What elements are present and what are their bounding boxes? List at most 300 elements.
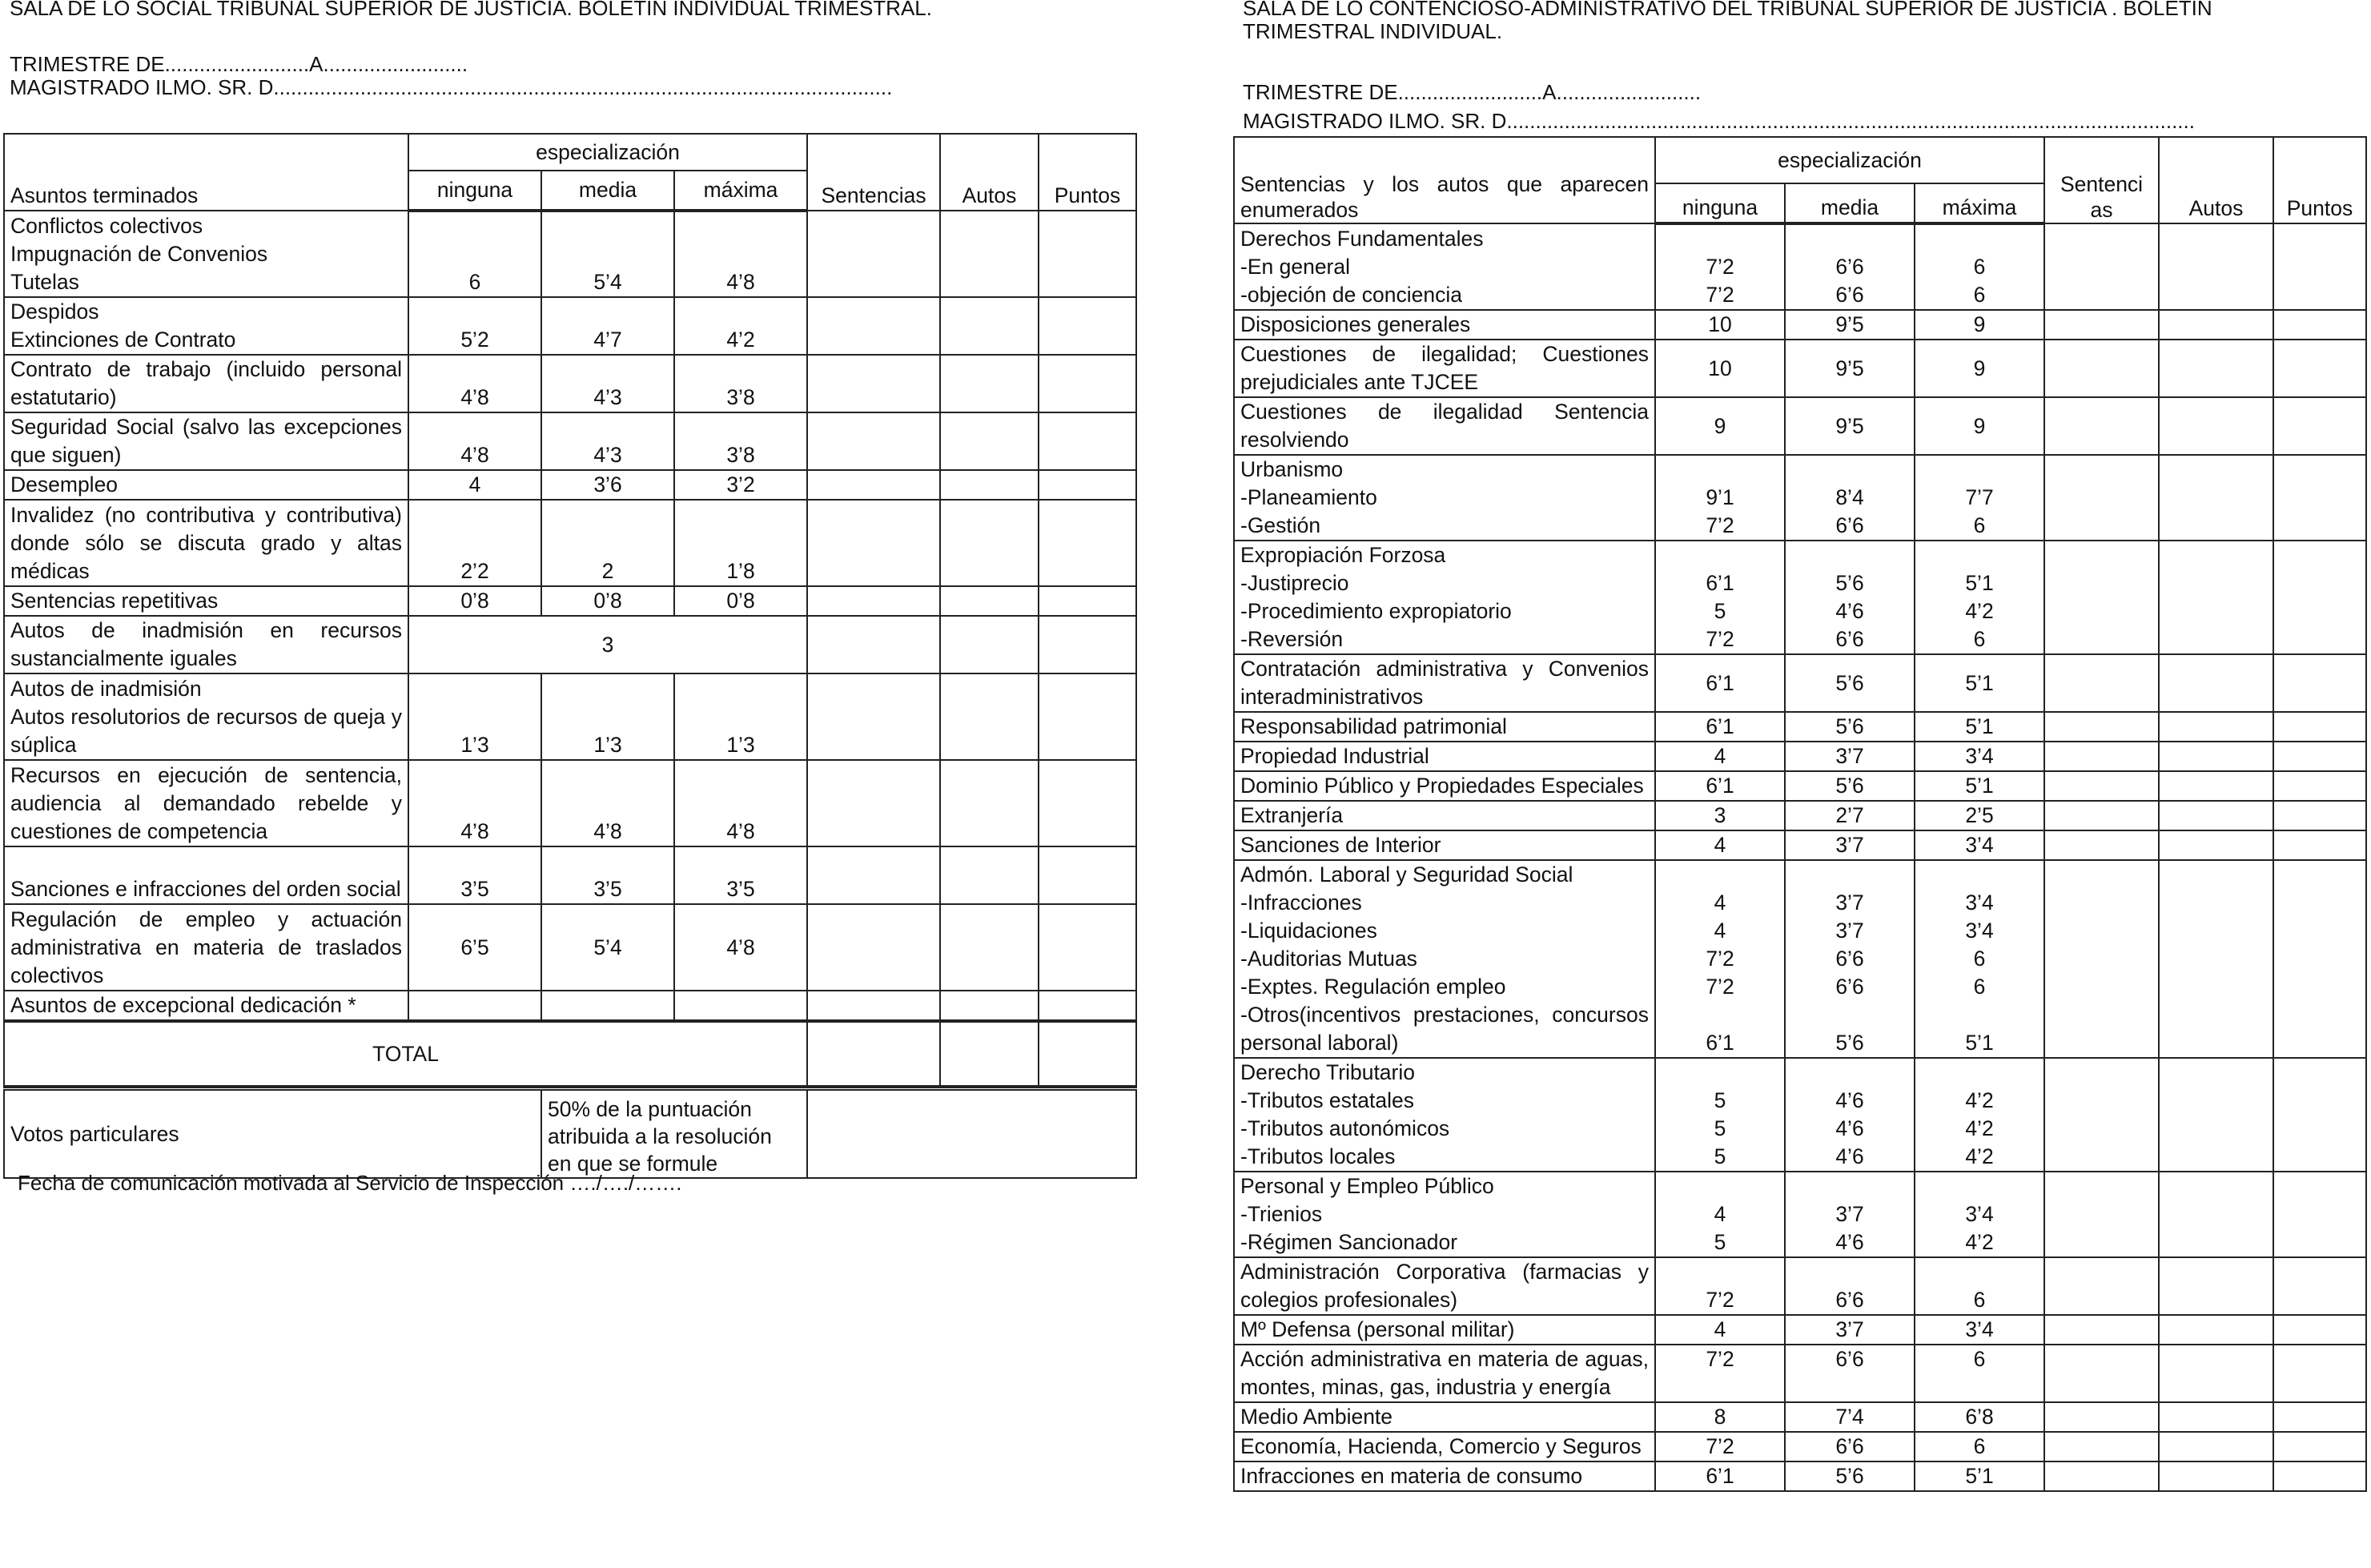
table-row <box>1234 397 2366 455</box>
materia-label-line: Propiedad Industrial <box>1240 744 1429 768</box>
puntos-cell[interactable] <box>1039 846 1136 904</box>
maxima-points <box>1915 223 2044 310</box>
autos-cell[interactable] <box>2159 1058 2273 1172</box>
ninguna-value: 9’1 <box>1706 485 1734 509</box>
ninguna-value: 9 <box>1714 413 1726 438</box>
puntos-cell[interactable] <box>2273 712 2366 742</box>
maxima-points <box>1915 455 2044 541</box>
maxima-points: 1’8 <box>674 500 807 586</box>
autos-cell[interactable] <box>940 760 1039 846</box>
autos-cell[interactable] <box>940 297 1039 355</box>
maxima-points <box>1915 397 2044 455</box>
puntos-cell[interactable] <box>1039 500 1136 586</box>
media-points: 3’6 <box>541 470 674 500</box>
maxima-value: 2’5 <box>1965 803 1994 827</box>
ninguna-value <box>1662 1172 1778 1200</box>
autos-cell[interactable] <box>940 470 1039 500</box>
maxima-value: 5’1 <box>1965 714 1994 738</box>
media-value: 6’6 <box>1835 1288 1864 1312</box>
table-row <box>1234 1257 2366 1315</box>
maxima-points <box>1915 712 2044 742</box>
ninguna-points <box>1655 455 1785 541</box>
autos-cell[interactable] <box>940 673 1039 760</box>
trimestre-line: TRIMESTRE DE.........................A......................... <box>1243 80 1702 104</box>
materia-label <box>1234 1345 1655 1402</box>
media-points <box>1785 1402 1915 1432</box>
maxima-value: 4’2 <box>1965 1116 1994 1140</box>
puntos-cell[interactable] <box>2273 654 2366 712</box>
autos-cell[interactable] <box>940 412 1039 470</box>
sentencias-cell[interactable] <box>2044 654 2159 712</box>
media-points: 5’4 <box>541 211 674 297</box>
puntos-cell[interactable] <box>1039 355 1136 412</box>
ninguna-points <box>1655 742 1785 771</box>
sentencias-cell[interactable] <box>2044 541 2159 654</box>
media-points <box>1785 1257 1915 1315</box>
header-maxima: máxima <box>674 171 807 211</box>
sentencias-cell[interactable] <box>807 586 940 616</box>
puntos-cell[interactable] <box>2273 1172 2366 1257</box>
maxima-value: 5’1 <box>1965 1031 1994 1055</box>
materia-label-line: Contratación administrativa y Convenios interadministrativos <box>1240 657 1649 709</box>
media-points <box>541 991 674 1021</box>
puntos-cell[interactable] <box>1039 211 1136 297</box>
puntos-cell[interactable] <box>1039 412 1136 470</box>
sentencias-cell[interactable] <box>807 991 940 1021</box>
table-row <box>4 500 1136 586</box>
maxima-value: 5’1 <box>1965 670 1994 695</box>
puntos-cell[interactable] <box>1039 760 1136 846</box>
contencioso-bulletin-title-cont: TRIMESTRAL INDIVIDUAL. <box>1243 19 1503 43</box>
autos-cell[interactable] <box>940 586 1039 616</box>
autos-cell[interactable] <box>940 904 1039 991</box>
maxima-points <box>1915 801 2044 830</box>
media-value: 3’7 <box>1835 1202 1864 1226</box>
autos-cell[interactable] <box>2159 771 2273 801</box>
autos-cell[interactable] <box>2159 455 2273 541</box>
ninguna-value: 6’1 <box>1706 1464 1734 1488</box>
total-row <box>4 1021 1136 1087</box>
ninguna-value: 5 <box>1714 599 1726 623</box>
maxima-value: 6 <box>1973 513 1986 537</box>
puntos-cell[interactable] <box>2273 830 2366 860</box>
maxima-points <box>674 991 807 1021</box>
maxima-value <box>1921 861 2038 889</box>
table-row <box>1234 830 2366 860</box>
sentencias-cell[interactable] <box>2044 340 2159 397</box>
media-points <box>1785 223 1915 310</box>
asunto-label-line: Extinciones de Contrato <box>10 328 236 352</box>
ninguna-points: 4’8 <box>408 760 541 846</box>
table-row <box>4 846 1136 904</box>
maxima-points <box>1915 742 2044 771</box>
asunto-label <box>4 500 408 586</box>
magistrado-line: MAGISTRADO ILMO. SR. D....................................................................................................................... <box>1243 109 2195 133</box>
ninguna-points <box>1655 654 1785 712</box>
materia-label <box>1234 742 1655 771</box>
maxima-value: 6 <box>1973 283 1986 307</box>
total-sentencias-cell[interactable] <box>807 1021 940 1087</box>
media-points <box>1785 455 1915 541</box>
ninguna-value: 4 <box>1714 1317 1726 1341</box>
autos-cell[interactable] <box>2159 1315 2273 1345</box>
ninguna-value: 4 <box>1714 744 1726 768</box>
puntos-cell[interactable] <box>2273 801 2366 830</box>
autos-cell[interactable] <box>940 991 1039 1021</box>
puntos-cell[interactable] <box>2273 1461 2366 1491</box>
autos-cell[interactable] <box>2159 1461 2273 1491</box>
sentencias-cell[interactable] <box>2044 742 2159 771</box>
sentencias-cell[interactable] <box>807 500 940 586</box>
asunto-label <box>4 673 408 760</box>
autos-cell[interactable] <box>2159 1432 2273 1461</box>
materia-label <box>1234 830 1655 860</box>
ninguna-value: 6’1 <box>1706 1031 1734 1055</box>
table-row <box>1234 801 2366 830</box>
ninguna-points <box>1655 771 1785 801</box>
header-media: media <box>1785 183 1915 223</box>
ninguna-value: 6’1 <box>1706 670 1734 695</box>
media-points <box>1785 541 1915 654</box>
puntos-cell[interactable] <box>2273 860 2366 1058</box>
puntos-cell[interactable] <box>2273 1315 2366 1345</box>
materia-label-line: Administración Corporativa (farmacias y colegios profesionales) <box>1240 1260 1649 1312</box>
maxima-value: 3’4 <box>1965 1317 1994 1341</box>
autos-cell[interactable] <box>2159 397 2273 455</box>
maxima-points <box>1915 830 2044 860</box>
autos-cell[interactable] <box>2159 223 2273 310</box>
ninguna-value: 5 <box>1714 1088 1726 1112</box>
contencioso-bulletin-title: SALA DE LO CONTENCIOSO-ADMINISTRATIVO DEL TRIBUNAL SUPERIOR DE JUSTICIA . BOLETIN <box>1243 0 2212 20</box>
sentencias-cell[interactable] <box>2044 223 2159 310</box>
sentencias-cell[interactable] <box>2044 397 2159 455</box>
puntos-cell[interactable] <box>2273 1402 2366 1432</box>
puntos-cell[interactable] <box>2273 1058 2366 1172</box>
media-value: 4’6 <box>1835 599 1864 623</box>
total-autos-cell[interactable] <box>940 1021 1039 1087</box>
sentencias-cell[interactable] <box>807 904 940 991</box>
maxima-points: 3’8 <box>674 412 807 470</box>
autos-cell[interactable] <box>2159 712 2273 742</box>
asunto-label <box>4 355 408 412</box>
ninguna-points: 5’2 <box>408 297 541 355</box>
materia-label-line: -Gestión <box>1240 513 1321 537</box>
maxima-points <box>1915 1461 2044 1491</box>
media-points <box>1785 1058 1915 1172</box>
media-value: 5’6 <box>1835 1031 1864 1055</box>
ninguna-value: 6’1 <box>1706 714 1734 738</box>
ninguna-points: 3’5 <box>408 846 541 904</box>
media-value: 9’5 <box>1835 356 1864 380</box>
maxima-points <box>1915 771 2044 801</box>
materia-label <box>1234 1461 1655 1491</box>
maxima-value: 6 <box>1973 1434 1986 1458</box>
table-row <box>1234 1402 2366 1432</box>
ninguna-points <box>1655 1432 1785 1461</box>
ninguna-value: 7’2 <box>1706 627 1734 651</box>
asunto-label <box>4 586 408 616</box>
autos-cell[interactable] <box>2159 654 2273 712</box>
puntos-cell[interactable] <box>1039 991 1136 1021</box>
ninguna-points: 1’3 <box>408 673 541 760</box>
materia-label-line: Disposiciones generales <box>1240 312 1471 336</box>
autos-cell[interactable] <box>2159 1172 2273 1257</box>
table-row <box>1234 541 2366 654</box>
header-puntos: Puntos <box>2273 137 2366 223</box>
puntos-cell[interactable] <box>2273 1257 2366 1315</box>
sentencias-cell[interactable] <box>2044 310 2159 340</box>
materia-label <box>1234 397 1655 455</box>
media-value: 3’7 <box>1835 744 1864 768</box>
ninguna-points: 0’8 <box>408 586 541 616</box>
ninguna-value: 5 <box>1714 1230 1726 1254</box>
media-value: 9’5 <box>1835 413 1864 438</box>
asunto-label <box>4 470 408 500</box>
autos-cell[interactable] <box>2159 1345 2273 1402</box>
maxima-value: 5’1 <box>1965 774 1994 798</box>
header-ninguna: ninguna <box>1655 183 1785 223</box>
autos-cell[interactable] <box>940 846 1039 904</box>
media-value: 6’6 <box>1835 947 1864 971</box>
media-points <box>1785 771 1915 801</box>
puntos-cell[interactable] <box>1039 297 1136 355</box>
autos-cell[interactable] <box>2159 860 2273 1058</box>
asunto-label-line: Tutelas <box>10 270 79 294</box>
materia-label-line: -Tributos estatales <box>1240 1088 1414 1112</box>
media-points <box>1785 801 1915 830</box>
puntos-cell[interactable] <box>2273 541 2366 654</box>
asunto-label <box>4 616 408 673</box>
materia-label <box>1234 860 1655 1058</box>
autos-cell[interactable] <box>2159 742 2273 771</box>
materia-label <box>1234 1257 1655 1315</box>
asunto-label-line: Invalidez (no contributiva y contributiva) donde sólo se discuta grado y altas médicas <box>10 503 402 583</box>
maxima-points <box>1915 1402 2044 1432</box>
sentencias-cell[interactable] <box>2044 1461 2159 1491</box>
materia-label-line: -Tributos autonómicos <box>1240 1116 1450 1140</box>
votos-points-cell[interactable] <box>807 1090 1136 1178</box>
materia-label-line: Expropiación Forzosa <box>1240 543 1446 567</box>
puntos-cell[interactable] <box>1039 586 1136 616</box>
media-value: 3’7 <box>1835 919 1864 943</box>
autos-cell[interactable] <box>2159 340 2273 397</box>
materia-label-line: -objeción de conciencia <box>1240 283 1462 307</box>
autos-cell[interactable] <box>2159 1402 2273 1432</box>
media-value: 6’6 <box>1835 1434 1864 1458</box>
ninguna-value: 7’2 <box>1706 1347 1734 1371</box>
maxima-value: 9 <box>1973 413 1986 438</box>
maxima-value: 5’1 <box>1965 571 1994 595</box>
maxima-value <box>1921 456 2038 484</box>
materia-label-line: Medio Ambiente <box>1240 1405 1393 1429</box>
materia-label <box>1234 455 1655 541</box>
ninguna-points: 6 <box>408 211 541 297</box>
media-points: 3’5 <box>541 846 674 904</box>
media-points <box>1785 860 1915 1058</box>
autos-cell[interactable] <box>2159 830 2273 860</box>
sentencias-cell[interactable] <box>2044 712 2159 742</box>
sentencias-cell[interactable] <box>2044 801 2159 830</box>
sentencias-cell[interactable] <box>807 470 940 500</box>
sentencias-cell[interactable] <box>2044 1257 2159 1315</box>
media-points: 5’4 <box>541 904 674 991</box>
autos-cell[interactable] <box>2159 1257 2273 1315</box>
maxima-value: 6 <box>1973 1288 1986 1312</box>
autos-cell[interactable] <box>940 355 1039 412</box>
puntos-cell[interactable] <box>2273 742 2366 771</box>
media-points: 0’8 <box>541 586 674 616</box>
maxima-points <box>1915 340 2044 397</box>
sentencias-cell[interactable] <box>2044 1172 2159 1257</box>
ninguna-value: 7’2 <box>1706 255 1734 279</box>
sentencias-cell[interactable] <box>2044 1315 2159 1345</box>
sentencias-cell[interactable] <box>2044 860 2159 1058</box>
materia-label-line: Responsabilidad patrimonial <box>1240 714 1507 738</box>
table-row <box>4 412 1136 470</box>
social-bulletin-title: SALA DE LO SOCIAL TRIBUNAL SUPERIOR DE JUSTICIA. BOLETIN INDIVIDUAL TRIMESTRAL. <box>10 0 932 20</box>
materia-label-line: Sanciones de Interior <box>1240 833 1441 857</box>
asunto-label-line: Conflictos colectivos <box>10 214 203 238</box>
media-value: 4’6 <box>1835 1144 1864 1168</box>
maxima-value: 6 <box>1973 255 1986 279</box>
materia-label <box>1234 1432 1655 1461</box>
media-value: 4’6 <box>1835 1088 1864 1112</box>
puntos-cell[interactable] <box>2273 223 2366 310</box>
maxima-points <box>1915 860 2044 1058</box>
sentencias-cell[interactable] <box>807 412 940 470</box>
maxima-value: 4’2 <box>1965 1144 1994 1168</box>
autos-cell[interactable] <box>940 211 1039 297</box>
maxima-points <box>1915 1058 2044 1172</box>
sentencias-cell[interactable] <box>807 673 940 760</box>
puntos-cell[interactable] <box>2273 310 2366 340</box>
sentencias-cell[interactable] <box>807 355 940 412</box>
materia-label-line: Economía, Hacienda, Comercio y Seguros <box>1240 1434 1642 1458</box>
puntos-cell[interactable] <box>2273 1432 2366 1461</box>
media-points: 4’3 <box>541 355 674 412</box>
media-value <box>1791 541 1908 569</box>
materia-label-line: Urbanismo <box>1240 457 1344 481</box>
header-puntos: Puntos <box>1039 134 1136 211</box>
media-value <box>1791 456 1908 484</box>
puntos-cell[interactable] <box>2273 397 2366 455</box>
maxima-points: 1’3 <box>674 673 807 760</box>
maxima-points <box>1915 1432 2044 1461</box>
header-asuntos-terminados: Asuntos terminados <box>4 134 408 211</box>
materia-label-line: Extranjería <box>1240 803 1344 827</box>
sentencias-cell[interactable] <box>2044 1432 2159 1461</box>
maxima-value: 4’2 <box>1965 1088 1994 1112</box>
ninguna-value: 7’2 <box>1706 975 1734 999</box>
media-value: 9’5 <box>1835 312 1864 336</box>
table-row <box>4 355 1136 412</box>
puntos-cell[interactable] <box>2273 340 2366 397</box>
media-value: 6’6 <box>1835 1347 1864 1371</box>
sentencias-cell[interactable] <box>807 846 940 904</box>
asunto-label <box>4 412 408 470</box>
maxima-value: 3’4 <box>1965 891 1994 915</box>
asunto-label <box>4 846 408 904</box>
maxima-value: 5’1 <box>1965 1464 1994 1488</box>
puntos-cell[interactable] <box>1039 470 1136 500</box>
sentencias-cell[interactable] <box>807 297 940 355</box>
sentencias-cell[interactable] <box>2044 455 2159 541</box>
puntos-cell[interactable] <box>2273 771 2366 801</box>
ninguna-value: 4 <box>1714 919 1726 943</box>
table-row <box>1234 654 2366 712</box>
ninguna-value: 5 <box>1714 1144 1726 1168</box>
media-points <box>1785 830 1915 860</box>
total-label: TOTAL <box>4 1021 807 1087</box>
maxima-value: 6’8 <box>1965 1405 1994 1429</box>
sentencias-cell[interactable] <box>2044 1402 2159 1432</box>
maxima-value <box>1921 1059 2038 1087</box>
asunto-label <box>4 760 408 846</box>
materia-label-line: -Justiprecio <box>1240 571 1349 595</box>
maxima-value: 9 <box>1973 312 1986 336</box>
asunto-label-line: Despidos <box>10 300 99 324</box>
ninguna-value: 7’2 <box>1706 1288 1734 1312</box>
media-value: 3’7 <box>1835 891 1864 915</box>
media-value: 3’7 <box>1835 833 1864 857</box>
media-value <box>1791 861 1908 889</box>
header-especializacion: especialización <box>408 134 807 171</box>
ninguna-value: 10 <box>1708 312 1732 336</box>
autos-cell[interactable] <box>2159 310 2273 340</box>
table-row <box>4 760 1136 846</box>
magistrado-line: MAGISTRADO ILMO. SR. D........................................................................................................... <box>10 75 893 99</box>
media-points <box>1785 712 1915 742</box>
puntos-cell[interactable] <box>1039 904 1136 991</box>
asunto-label-line: Desempleo <box>10 472 119 497</box>
puntos-cell[interactable] <box>1039 673 1136 760</box>
sentencias-cell[interactable] <box>807 760 940 846</box>
sentencias-cell[interactable] <box>807 211 940 297</box>
media-points <box>1785 1172 1915 1257</box>
autos-cell[interactable] <box>2159 801 2273 830</box>
asunto-label-line: Impugnación de Convenios <box>10 242 268 266</box>
table-row <box>1234 223 2366 310</box>
autos-cell[interactable] <box>2159 541 2273 654</box>
maxima-value: 6 <box>1973 947 1986 971</box>
puntos-cell[interactable] <box>1039 616 1136 673</box>
sentencias-cell[interactable] <box>2044 1058 2159 1172</box>
media-value: 6’6 <box>1835 627 1864 651</box>
autos-cell[interactable] <box>940 500 1039 586</box>
ninguna-points: 4’8 <box>408 355 541 412</box>
media-value: 5’6 <box>1835 571 1864 595</box>
puntos-cell[interactable] <box>2273 1345 2366 1402</box>
autos-cell[interactable] <box>940 616 1039 673</box>
media-points: 2 <box>541 500 674 586</box>
maxima-points: 4’2 <box>674 297 807 355</box>
sentencias-cell[interactable] <box>2044 830 2159 860</box>
puntos-cell[interactable] <box>2273 455 2366 541</box>
sentencias-cell[interactable] <box>2044 771 2159 801</box>
maxima-value: 6 <box>1973 1347 1986 1371</box>
total-puntos-cell[interactable] <box>1039 1021 1136 1087</box>
sentencias-cell[interactable] <box>2044 1345 2159 1402</box>
sentencias-cell[interactable] <box>807 616 940 673</box>
table-row <box>1234 712 2366 742</box>
ninguna-points <box>1655 541 1785 654</box>
ninguna-points: 4’8 <box>408 412 541 470</box>
table-row <box>1234 1172 2366 1257</box>
maxima-value <box>1921 541 2038 569</box>
maxima-points: 4’8 <box>674 904 807 991</box>
materia-label <box>1234 712 1655 742</box>
materia-label-line: Cuestiones de ilegalidad; Cuestiones prejudiciales ante TJCEE <box>1240 342 1649 394</box>
